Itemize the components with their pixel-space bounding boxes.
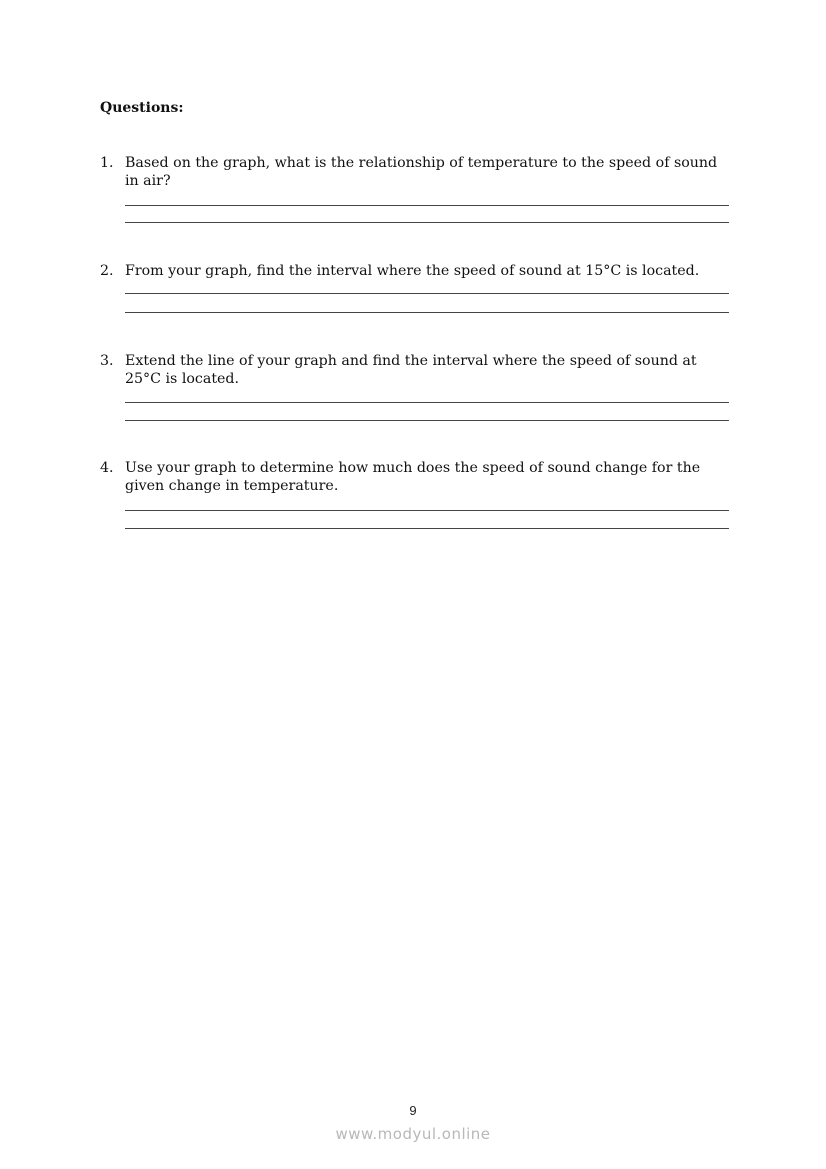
watermark: www.modyul.online xyxy=(335,1125,491,1143)
answer-line[interactable] xyxy=(125,420,729,421)
page-number: 9 xyxy=(409,1103,417,1118)
answer-line[interactable] xyxy=(125,402,729,403)
answer-line[interactable] xyxy=(125,312,729,313)
answer-line[interactable] xyxy=(125,205,729,206)
question-number: 1. xyxy=(100,155,114,171)
question-text: Based on the graph, what is the relationship of temperature to the speed of sound in air? xyxy=(125,155,718,189)
question-text: Extend the line of your graph and find the interval where the speed of sound at 25°C is located. xyxy=(125,353,697,387)
question-number: 3. xyxy=(100,353,114,369)
question-1 xyxy=(100,154,730,190)
question-number: 2. xyxy=(100,263,114,279)
question-3 xyxy=(100,352,730,388)
question-number: 4. xyxy=(100,460,114,476)
questions-heading: Questions: xyxy=(100,100,184,116)
answer-line[interactable] xyxy=(125,222,729,223)
answer-line[interactable] xyxy=(125,510,729,511)
question-text: Use your graph to determine how much does the speed of sound change for the given change in temperature. xyxy=(125,460,701,494)
answer-line[interactable] xyxy=(125,528,729,529)
question-4 xyxy=(100,459,730,495)
question-text: From your graph, find the interval where the speed of sound at 15°C is located. xyxy=(125,263,700,279)
question-2 xyxy=(100,262,730,280)
answer-line[interactable] xyxy=(125,293,729,294)
